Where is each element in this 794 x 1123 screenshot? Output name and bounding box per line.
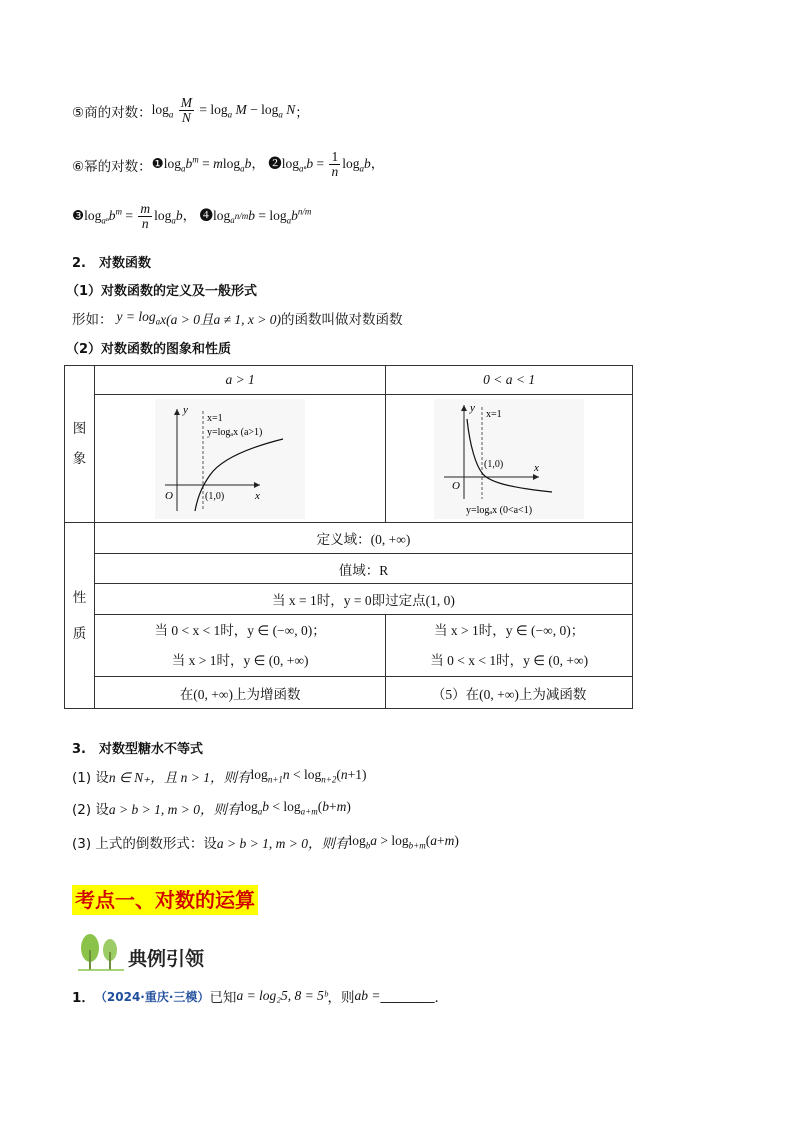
answer-blank[interactable]: ________ [380, 988, 435, 1004]
header-a-lt-1: 0 < a < 1 [386, 366, 633, 395]
monotonic-decreasing-cell: （5）在(0, +∞)上为减函数 [386, 677, 633, 709]
def-formula: $y = \log_a$ [116, 309, 161, 327]
punct: ； [295, 104, 309, 121]
domain-cell: 定义域：(0, +∞) [94, 523, 632, 554]
problem-number: 1． [72, 990, 95, 1006]
monotonic-increasing-cell: 在(0, +∞)上为增函数 [94, 677, 385, 709]
graph2-origin: O [452, 479, 461, 492]
problem-ask: ab = [354, 988, 381, 1003]
sign-cell-a-lt-1: 当 x > 1时，y ∈ (−∞, 0)； 当 0 < x < 1时，y ∈ (0, +∞) [386, 615, 633, 677]
row-graph-label: 图象 [65, 366, 95, 523]
problem-condition: a = log₂5, 8 = 5ᵇ [236, 988, 328, 1003]
rule-label: ⑤商的对数： [72, 104, 152, 121]
graph-a-lt-1-cell [386, 395, 633, 523]
graph2-point-label: (1,0) [484, 458, 504, 470]
problem-1: 1． （2024·重庆·三模） 已知 a = log₂5, 8 = 5ᵇ ，则 ab = ________ ． [72, 988, 448, 1006]
inequality-3: (3) 上式的倒数形式：设 a > b > 1, m > 0，则有 $\log_ba > \log_{b+m}(a+m)$ [72, 833, 459, 852]
graph-a-gt-1-cell [94, 395, 385, 523]
graph1-x-label: x [255, 489, 261, 502]
ineq2-condition: a > b > 1, m > 0，则有 [108, 802, 241, 817]
ineq3-condition: a > b > 1, m > 0，则有 [216, 836, 349, 851]
fixed-point-cell: 当 x = 1时，y = 0即过定点(1, 0) [94, 584, 632, 615]
rule-quotient [72, 96, 309, 125]
ineq3-formula: $\log_ba > \log_{b+m}(a+m)$ [348, 833, 459, 851]
section2-sub1: （1）对数函数的定义及一般形式 [66, 284, 258, 299]
ineq1-condition: n ∈ N₊，且 n > 1，则有 [108, 770, 251, 785]
definition-line [72, 308, 402, 328]
dianli-label: 典例引领 [128, 948, 205, 970]
section3-title: 3. 对数型糖水不等式 [72, 742, 203, 757]
kaodian-heading: 考点一、对数的运算 [72, 885, 258, 915]
section2-title: 2. 对数函数 [72, 256, 151, 271]
graph1-origin: O [165, 489, 174, 502]
tree-icon [76, 932, 124, 972]
log-function-table [64, 365, 633, 709]
range-cell: 值域：R [94, 554, 632, 584]
formula-quotient: $\log_a$ $\frac{M}{N}$ = $\log_a M - \log_a N$ [151, 95, 296, 126]
rule-power-2 [72, 202, 311, 231]
graph-increasing-log [155, 399, 325, 519]
rule-label: ⑥幂的对数： [72, 158, 152, 175]
problem-source: （2024·重庆·三模） [94, 989, 210, 1004]
graph1-curve-label: y=logₐx (a>1) [207, 426, 263, 438]
graph-decreasing-log [424, 399, 594, 519]
def-condition: x(a > 0且a ≠ 1, x > 0) [160, 312, 281, 327]
graph2-curve-label: y=logₐx (0<a<1) [466, 504, 533, 516]
rule-power [72, 150, 384, 179]
inequality-1: (1) 设 n ∈ N₊，且 n > 1，则有 $\log_{n+1}n < \log_{n+2}(n+1)$ [72, 767, 367, 786]
section2-sub2: （2）对数函数的图象和性质 [66, 342, 232, 357]
def-suffix: 的函数叫做对数函数 [280, 312, 403, 328]
formula-power-2: $❸\log_{a^n}b^m$ = $\frac{m}{n}$ $\log_ab$， $❹\log_{a^{n/m}}b = \log_ab^{n/m}$ [72, 201, 312, 232]
header-a-gt-1: a > 1 [94, 366, 385, 395]
sign-cell-a-gt-1: 当 0 < x < 1时，y ∈ (−∞, 0)； 当 x > 1时，y ∈ (0, +∞) [94, 615, 385, 677]
graph1-y-label: y [183, 403, 189, 416]
def-prefix: 形如： [72, 312, 113, 328]
formula-power-1: $❶\log_ab^m = mlog_ab$， $❷\log_{a^n}b$ = $\frac{1}{n}$ $\log_ab$， [151, 149, 385, 180]
ineq2-formula: $\log_ab < \log_{a+m}(b+m)$ [240, 799, 351, 817]
ineq1-formula: $\log_{n+1}n < \log_{n+2}(n+1)$ [250, 767, 367, 785]
graph2-vline-label: x=1 [486, 408, 502, 420]
inequality-2: (2) 设 a > b > 1, m > 0，则有 $\log_ab < \log_{a+m}(b+m)$ [72, 799, 351, 818]
graph1-vline-label: x=1 [207, 412, 223, 424]
graph2-x-label: x [534, 461, 540, 474]
graph1-point-label: (1,0) [205, 490, 225, 502]
row-props-label: 性质 [65, 523, 95, 709]
graph2-y-label: y [470, 401, 476, 414]
